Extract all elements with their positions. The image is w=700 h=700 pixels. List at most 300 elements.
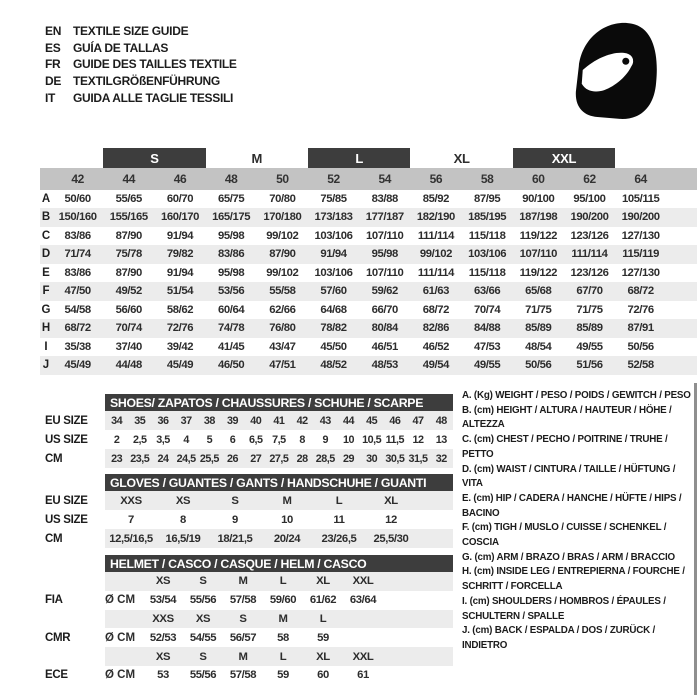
row-label: EU SIZE <box>45 414 88 427</box>
size-value-cell: 13 <box>435 433 447 446</box>
size-value-cell: 71/74 <box>64 248 91 261</box>
size-label-cell: XS <box>155 575 171 588</box>
legend-item: J. (cm) BACK / ESPALDA / DOS / ZURÜCK / INDIETRO <box>462 625 656 651</box>
size-value-cell: 9 <box>322 433 329 446</box>
standard-label: ECE <box>45 669 68 682</box>
size-group-header-row <box>40 148 697 168</box>
size-column-header: 44 <box>122 171 136 186</box>
language-item <box>45 23 237 40</box>
language-title: GUIDE DES TAILLES TEXTILE <box>73 57 237 72</box>
size-value-cell: 72/76 <box>627 303 654 316</box>
size-value-cell: 87/95 <box>473 192 501 205</box>
size-value-cell: 39 <box>227 414 239 427</box>
size-value-cell: 35 <box>134 414 146 427</box>
size-value-cell: 85/92 <box>422 192 450 205</box>
measurement-row <box>40 227 697 246</box>
measurement-legend <box>462 389 696 654</box>
measurement-row <box>40 301 697 320</box>
size-value-cell: 70/74 <box>115 322 142 335</box>
size-value-cell: 103/106 <box>314 266 353 279</box>
size-value-cell: 160/170 <box>160 211 199 224</box>
measurement-row-key: G <box>41 303 51 316</box>
row-cells <box>105 449 453 468</box>
page-right-border <box>694 383 697 695</box>
legend-item: B. (cm) HEIGHT / ALTURA / HAUTEUR / HÖHE / ALTEZZA <box>462 404 672 431</box>
shoes-table-title: SHOES/ ZAPATOS / CHAUSSURES / SCHUHE / SCARPE <box>105 394 453 411</box>
size-value-cell: 83/86 <box>218 248 245 261</box>
size-value-cell: 30 <box>366 452 378 465</box>
size-value-cell: 105/115 <box>621 192 660 205</box>
size-label-cell: XS <box>195 612 211 625</box>
size-value-cell: 170/180 <box>263 211 302 224</box>
size-value-cell: 55/58 <box>269 285 296 298</box>
measurement-row-key: C <box>41 229 51 242</box>
size-value-cell: 53/54 <box>149 594 177 607</box>
unit-label: Ø CM <box>105 669 136 682</box>
size-value-cell: S <box>231 494 239 507</box>
size-label-cell: M <box>238 650 248 663</box>
size-value-cell: 45/50 <box>320 340 347 353</box>
size-column-header: 58 <box>480 171 494 186</box>
size-value-cell: 20/24 <box>273 532 301 545</box>
measurement-row <box>40 356 697 375</box>
measurement-row <box>40 338 697 357</box>
size-value-cell: 78/82 <box>320 322 347 335</box>
size-value-cell: 48/54 <box>525 340 552 353</box>
size-value-cell: 82/86 <box>422 322 450 335</box>
size-column-header: 54 <box>378 171 391 186</box>
size-value-cell: 12 <box>412 433 424 446</box>
size-value-cell: 7 <box>128 513 134 526</box>
size-label-cell: XS <box>155 650 171 663</box>
size-label-cell: S <box>199 650 207 663</box>
size-value-cell: 83/88 <box>371 192 398 205</box>
size-column-header: 64 <box>634 171 647 186</box>
size-value-cell: 95/100 <box>573 192 606 205</box>
legend-item: A. (Kg) WEIGHT / PESO / POIDS / GEWITCH / PESO <box>462 390 691 401</box>
row-cells <box>105 666 453 685</box>
size-value-cell: XL <box>384 494 398 507</box>
size-column-header: 56 <box>429 171 443 186</box>
language-code: ES <box>45 40 61 55</box>
size-value-cell: 59/60 <box>269 594 297 607</box>
size-value-cell: 11,5 <box>385 433 405 446</box>
size-value-cell: 28 <box>296 452 308 465</box>
size-value-cell: 75/78 <box>115 248 142 261</box>
size-value-cell: 57/58 <box>229 669 257 682</box>
legend-item: H. (cm) INSIDE LEG / ENTREPIERNA / FOURCHE / SCHRITT / FORCELLA <box>462 566 685 593</box>
measurement-row-key: J <box>42 359 50 372</box>
size-value-cell: 80/84 <box>371 322 398 335</box>
size-value-cell: 8 <box>180 513 186 526</box>
size-value-cell: 10,5 <box>362 433 382 446</box>
size-value-cell: 111/114 <box>417 266 454 279</box>
size-value-cell: 29 <box>342 452 354 465</box>
size-value-cell: 65/68 <box>525 285 552 298</box>
size-value-cell: 48 <box>435 414 447 427</box>
size-value-cell: 99/102 <box>266 266 299 279</box>
size-value-cell: 10 <box>342 433 354 446</box>
size-value-cell: 150/160 <box>58 211 97 224</box>
size-value-cell: 23,5 <box>130 452 150 465</box>
table-row <box>40 666 697 685</box>
size-value-cell: 87/90 <box>115 229 142 242</box>
size-value-cell: 173/183 <box>314 211 353 224</box>
size-value-cell: XS <box>175 494 191 507</box>
size-value-cell: 59 <box>277 669 289 682</box>
size-value-cell: L <box>335 494 343 507</box>
size-value-cell: 65/75 <box>218 192 245 205</box>
size-group-s: S <box>103 148 205 168</box>
size-value-cell: 91/94 <box>166 229 194 242</box>
row-cells <box>105 591 453 610</box>
size-value-cell: 58 <box>277 631 289 644</box>
size-value-cell: 50/60 <box>64 192 91 205</box>
size-value-cell: 36 <box>157 414 169 427</box>
size-value-cell: 60/64 <box>218 303 245 316</box>
measurement-row <box>40 208 697 227</box>
size-value-cell: 46/51 <box>371 340 398 353</box>
size-value-cell: 43/47 <box>269 340 296 353</box>
size-value-cell: 49/55 <box>576 340 603 353</box>
row-cells <box>105 430 453 449</box>
legend-item: E. (cm) HIP / CADERA / HANCHE / HÜFTE / HIPS / BACINO <box>462 492 682 519</box>
size-value-cell: 54/58 <box>64 303 91 316</box>
size-value-cell: 51/54 <box>166 285 194 298</box>
size-value-cell: 58/62 <box>166 303 194 316</box>
size-value-cell: 44/48 <box>115 359 142 372</box>
size-value-cell: 68/72 <box>64 322 91 335</box>
size-value-cell: 107/110 <box>519 248 557 261</box>
standard-label: FIA <box>45 594 63 607</box>
measurement-row-key: H <box>41 322 51 335</box>
size-value-cell: 95/98 <box>371 248 398 261</box>
measurement-row-key: F <box>42 285 50 298</box>
size-value-cell: 107/110 <box>366 266 404 279</box>
size-label-cell: XXL <box>352 650 374 663</box>
size-value-cell: 115/119 <box>622 248 660 261</box>
size-value-cell: 7,5 <box>272 433 286 446</box>
size-label-cell: M <box>238 575 248 588</box>
size-value-cell: 53/56 <box>218 285 245 298</box>
size-value-cell: 34 <box>111 414 123 427</box>
size-value-cell: 26 <box>227 452 239 465</box>
size-value-cell: 127/130 <box>621 229 660 242</box>
measurement-row-key: D <box>41 248 51 261</box>
helmet-table-title: HELMET / CASCO / CASQUE / HELM / CASCO <box>105 555 453 572</box>
size-value-cell: 3,5 <box>156 433 170 446</box>
size-value-cell: 71/75 <box>525 303 552 316</box>
measurement-row <box>40 190 697 209</box>
legend-item: C. (cm) CHEST / PECHO / POITRINE / TRUHE / PETTO <box>462 434 668 460</box>
size-value-cell: 57/60 <box>320 285 347 298</box>
size-label-cell: XL <box>316 650 330 663</box>
racing-helmet-glyph <box>571 21 661 121</box>
size-value-cell: 111/114 <box>571 248 608 261</box>
size-value-cell: 87/90 <box>269 248 296 261</box>
size-value-cell: 61 <box>357 669 369 682</box>
size-group-m: M <box>251 150 263 166</box>
row-cells <box>105 628 453 647</box>
size-value-cell: 9 <box>232 513 238 526</box>
size-value-cell: 35/38 <box>64 340 91 353</box>
size-value-cell: 182/190 <box>416 211 455 224</box>
size-value-cell: 85/89 <box>525 322 552 335</box>
size-value-cell: 56/57 <box>229 631 257 644</box>
language-code: IT <box>45 90 56 105</box>
legend-item: F. (cm) TIGH / MUSLO / CUISSE / SCHENKEL / COSCIA <box>462 522 667 549</box>
measurement-row <box>40 319 697 338</box>
size-value-cell: 177/187 <box>365 211 404 224</box>
size-value-cell: 76/80 <box>269 322 296 335</box>
size-value-cell: 6 <box>229 433 236 446</box>
size-value-cell: 85/89 <box>576 322 603 335</box>
size-value-cell: 49/52 <box>115 285 142 298</box>
size-value-cell: 10 <box>281 513 293 526</box>
size-value-cell: 47/51 <box>269 359 296 372</box>
language-item <box>45 89 237 106</box>
size-value-cell: 95/98 <box>218 266 245 279</box>
size-value-cell: 99/102 <box>266 229 299 242</box>
size-value-cell: 41 <box>273 414 285 427</box>
size-value-cell: 41/45 <box>218 340 245 353</box>
row-cells <box>105 610 453 629</box>
size-label-cell: XL <box>316 575 330 588</box>
size-value-cell: 56/60 <box>115 303 142 316</box>
size-value-cell: 103/106 <box>468 248 507 261</box>
size-value-cell: 71/75 <box>576 303 603 316</box>
racing-helmet-icon <box>571 21 661 121</box>
size-value-cell: 190/200 <box>621 211 660 224</box>
legend-item: G. (cm) ARM / BRAZO / BRAS / ARM / BRACCIO <box>462 551 675 563</box>
size-column-header: 46 <box>173 171 187 186</box>
size-value-cell: 87/90 <box>115 266 142 279</box>
size-column-header: 62 <box>583 171 596 186</box>
measurement-row <box>40 264 697 283</box>
size-value-cell: 79/82 <box>166 248 194 261</box>
size-value-cell: 8 <box>299 433 305 446</box>
size-number-header-row <box>40 168 697 190</box>
size-column-header: 50 <box>276 171 289 186</box>
size-value-cell: 61/62 <box>309 594 337 607</box>
size-value-cell: 28,5 <box>315 452 335 465</box>
size-value-cell: 37 <box>180 414 192 427</box>
size-value-cell: 43 <box>319 414 331 427</box>
size-value-cell: 44 <box>342 414 354 427</box>
size-value-cell: 68/72 <box>627 285 654 298</box>
size-value-cell: 31,5 <box>408 452 428 465</box>
size-value-cell: 45/49 <box>166 359 194 372</box>
size-value-cell: 5 <box>206 433 213 446</box>
size-value-cell: 155/165 <box>109 211 148 224</box>
size-group-xxl: XXL <box>513 148 615 168</box>
size-value-cell: 115/118 <box>468 266 506 279</box>
unit-label: Ø CM <box>105 631 136 644</box>
size-value-cell: 63/64 <box>349 594 377 607</box>
size-value-cell: 95/98 <box>218 229 245 242</box>
language-code: FR <box>45 57 61 72</box>
size-value-cell: 46 <box>389 414 401 427</box>
size-value-cell: 25,5/30 <box>373 532 409 545</box>
row-cells <box>105 572 453 591</box>
main-size-table <box>40 148 697 375</box>
size-value-cell: 61/63 <box>422 285 450 298</box>
size-value-cell: 111/114 <box>417 229 454 242</box>
size-value-cell: 87/91 <box>627 322 654 335</box>
size-column-header: 60 <box>532 171 545 186</box>
measurement-row <box>40 245 697 264</box>
size-value-cell: 23/26,5 <box>321 532 357 545</box>
size-value-cell: 90/100 <box>522 192 555 205</box>
size-value-cell: 123/126 <box>570 266 609 279</box>
size-value-cell: 83/86 <box>64 266 91 279</box>
size-value-cell: M <box>282 494 292 507</box>
size-value-cell: 84/88 <box>473 322 501 335</box>
size-value-cell: 38 <box>203 414 215 427</box>
size-value-cell: 119/122 <box>519 266 557 279</box>
size-value-cell: 48/52 <box>320 359 347 372</box>
size-value-cell: 47/53 <box>473 340 501 353</box>
size-value-cell: 67/70 <box>576 285 603 298</box>
size-value-cell: 59/62 <box>371 285 398 298</box>
language-item <box>45 56 237 73</box>
size-value-cell: 190/200 <box>570 211 609 224</box>
row-cells <box>105 529 453 548</box>
size-value-cell: 42 <box>296 414 308 427</box>
measurement-row-key: B <box>41 211 51 224</box>
size-value-cell: 103/106 <box>314 229 353 242</box>
language-title-list <box>45 23 237 106</box>
size-value-cell: 52/53 <box>149 631 177 644</box>
size-value-cell: 187/198 <box>519 211 558 224</box>
size-value-cell: 2,5 <box>133 433 147 446</box>
size-value-cell: 24,5 <box>176 452 196 465</box>
size-value-cell: 91/94 <box>320 248 347 261</box>
size-value-cell: 27 <box>250 452 262 465</box>
size-value-cell: 49/54 <box>422 359 450 372</box>
language-title: TEXTILGRÖßENFÜHRUNG <box>73 74 220 89</box>
size-value-cell: 54/55 <box>189 631 217 644</box>
size-label-cell: S <box>199 575 207 588</box>
size-column-header: 52 <box>327 171 340 186</box>
size-value-cell: 45/49 <box>64 359 91 372</box>
size-value-cell: 68/72 <box>422 303 450 316</box>
size-value-cell: 55/56 <box>189 594 217 607</box>
size-label-cell: L <box>279 575 287 588</box>
size-label-cell: L <box>319 612 327 625</box>
size-value-cell: 4 <box>183 433 189 446</box>
size-value-cell: 25,5 <box>199 452 219 465</box>
size-value-cell: 12,5/16,5 <box>109 532 153 545</box>
language-title: TEXTILE SIZE GUIDE <box>73 24 189 39</box>
size-value-cell: 99/102 <box>419 248 452 261</box>
legend-item: D. (cm) WAIST / CINTURA / TAILLE / HÜFTUNG / VITA <box>462 463 676 490</box>
size-value-cell: 60/70 <box>166 192 194 205</box>
size-value-cell: 59 <box>317 631 329 644</box>
size-value-cell: 47/50 <box>64 285 91 298</box>
size-value-cell: 70/80 <box>269 192 296 205</box>
size-label-cell: L <box>279 650 287 663</box>
size-value-cell: 165/175 <box>212 211 251 224</box>
size-value-cell: 18/21,5 <box>217 532 253 545</box>
size-label-cell: XXS <box>152 612 174 625</box>
size-value-cell: 50/56 <box>525 359 552 372</box>
size-value-cell: 30,5 <box>385 452 405 465</box>
size-value-cell: 40 <box>250 414 262 427</box>
gloves-table-title: GLOVES / GUANTES / GANTS / HANDSCHUHE / GUANTI <box>105 474 453 491</box>
standard-label: CMR <box>45 631 71 644</box>
size-label-cell: M <box>278 612 288 625</box>
size-value-cell: 75/85 <box>320 192 347 205</box>
size-value-cell: 185/195 <box>468 211 507 224</box>
size-value-cell: 91/94 <box>166 266 194 279</box>
language-title: GUÍA DE TALLAS <box>73 40 169 55</box>
language-code: DE <box>45 74 62 89</box>
size-value-cell: 63/66 <box>473 285 501 298</box>
row-cells <box>105 510 453 529</box>
size-value-cell: 39/42 <box>166 340 194 353</box>
measurement-row <box>40 282 697 301</box>
size-value-cell: 49/55 <box>473 359 501 372</box>
size-value-cell: XXS <box>120 494 142 507</box>
size-value-cell: 48/53 <box>371 359 398 372</box>
size-value-cell: 57/58 <box>229 594 257 607</box>
size-value-cell: 46/52 <box>422 340 450 353</box>
row-cells <box>105 647 453 666</box>
language-item <box>45 40 237 57</box>
size-value-cell: 55/65 <box>115 192 142 205</box>
size-value-cell: 16,5/19 <box>165 532 201 545</box>
row-label: CM <box>45 532 63 545</box>
size-label-cell: S <box>239 612 247 625</box>
size-value-cell: 6,5 <box>248 433 263 446</box>
measurement-row-key: E <box>42 266 50 279</box>
size-group-l: L <box>308 148 410 168</box>
measurement-row-key: A <box>41 192 51 205</box>
size-column-header: 42 <box>71 171 84 186</box>
size-value-cell: 64/68 <box>320 303 347 316</box>
measurement-row-key: I <box>44 340 48 353</box>
legend-item: I. (cm) SHOULDERS / HOMBROS / ÉPAULES / SCHULTERN / SPALLE <box>462 595 666 622</box>
language-item <box>45 73 237 90</box>
size-value-cell: 123/126 <box>570 229 609 242</box>
row-label: CM <box>45 452 63 465</box>
size-value-cell: 24 <box>157 452 169 465</box>
size-value-cell: 50/56 <box>627 340 654 353</box>
row-label: US SIZE <box>45 513 88 526</box>
main-size-table-body <box>40 190 697 375</box>
row-label: EU SIZE <box>45 494 88 507</box>
size-value-cell: 72/76 <box>166 322 194 335</box>
size-value-cell: 46/50 <box>218 359 245 372</box>
language-code: EN <box>45 24 62 39</box>
row-label: US SIZE <box>45 433 88 446</box>
row-cells <box>105 491 453 510</box>
size-value-cell: 52/58 <box>627 359 654 372</box>
size-value-cell: 60 <box>317 669 329 682</box>
size-value-cell: 32 <box>435 452 447 465</box>
size-value-cell: 127/130 <box>621 266 660 279</box>
size-value-cell: 83/86 <box>64 229 91 242</box>
size-value-cell: 70/74 <box>473 303 501 316</box>
size-value-cell: 23 <box>111 452 123 465</box>
language-title: GUIDA ALLE TAGLIE TESSILI <box>73 90 234 105</box>
size-value-cell: 74/78 <box>218 322 245 335</box>
size-value-cell: 27,5 <box>269 452 289 465</box>
size-value-cell: 55/56 <box>189 669 217 682</box>
size-value-cell: 119/122 <box>519 229 557 242</box>
size-group-xl: XL <box>453 150 470 166</box>
